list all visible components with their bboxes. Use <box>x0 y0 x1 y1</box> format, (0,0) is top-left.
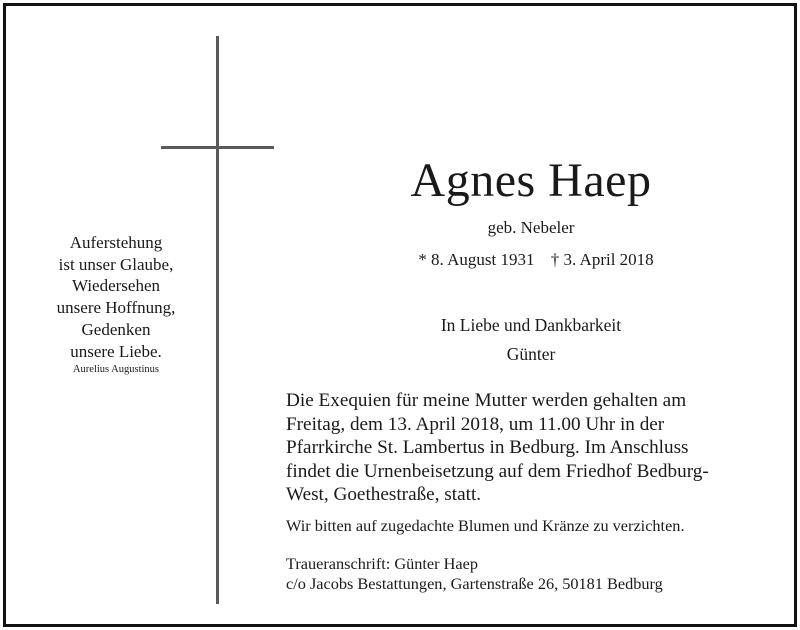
flowers-note: Wir bitten auf zugedachte Blumen und Kränze zu verzichten. <box>286 516 685 535</box>
announcement-line: Freitag, dem 13. April 2018, um 11.00 Uhr in der <box>286 413 665 435</box>
announcement-line: Die Exequien für meine Mutter werden gehalten am <box>286 390 687 411</box>
cross-horizontal-bar <box>161 146 274 149</box>
mourning-address <box>286 554 786 594</box>
announcement-line: Pfarrkirche St. Lambertus in Bedburg. Im Anschluss <box>286 437 689 458</box>
death-date: † 3. April 2018 <box>550 250 654 269</box>
obituary-card <box>3 3 797 627</box>
announcement-line: findet die Urnenbeisetzung auf dem Friedhof Bedburg- <box>286 460 709 482</box>
quote-line: Auferstehung <box>69 233 163 252</box>
announcement-line: West, Goethestraße, statt. <box>286 484 482 505</box>
address-line: Traueranschrift: Günter Haep <box>286 554 478 573</box>
quote-line: ist unser Glaube, <box>58 254 174 274</box>
deceased-name: Agnes Haep <box>410 154 652 207</box>
quote-line: unsere Liebe. <box>70 341 162 361</box>
dedication-text: In Liebe und Dankbarkeit <box>440 315 622 335</box>
quote-block <box>26 232 206 378</box>
dedication-signer: Günter <box>506 344 556 364</box>
birth-name: geb. Nebeler <box>487 218 575 237</box>
quote-line: unsere Hoffnung, <box>56 298 176 318</box>
cross-vertical-bar <box>216 36 219 604</box>
dedication-block <box>386 311 676 369</box>
address-line: c/o Jacobs Bestattungen, Gartenstraße 26, 50181 Bedburg <box>286 574 663 593</box>
life-dates <box>386 250 686 270</box>
birth-date: * 8. August 1931 <box>418 250 535 269</box>
quote-line: Wiedersehen <box>71 276 161 296</box>
quote-line: Gedenken <box>81 319 151 339</box>
quote-author: Aurelius Augustinus <box>72 364 160 376</box>
funeral-announcement <box>286 389 786 507</box>
